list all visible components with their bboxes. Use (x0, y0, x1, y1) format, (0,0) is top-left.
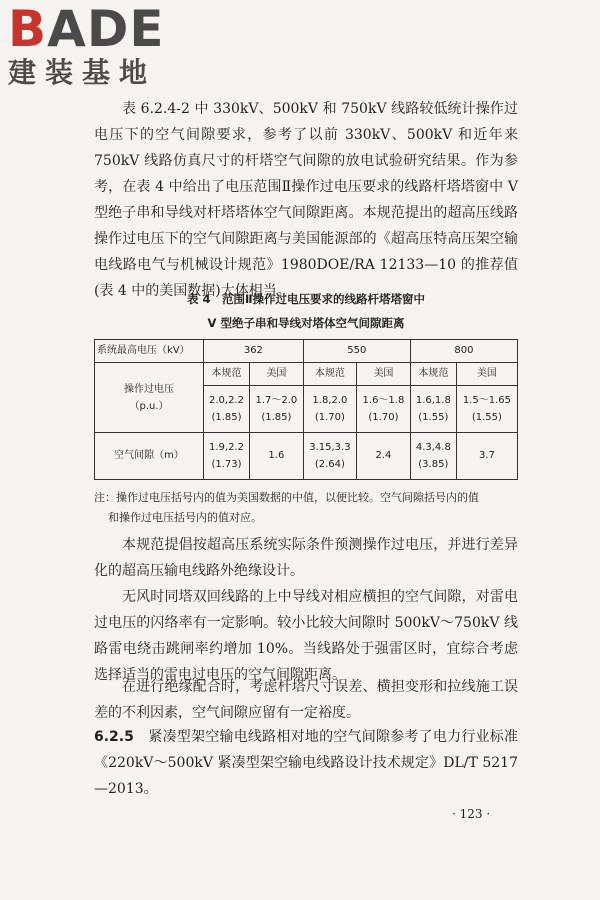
table-cell: 1.6 (249, 433, 303, 480)
table-row-air-gap (95, 433, 518, 480)
table-note-line-2: 和操作过电压括号内的值对应。 (108, 511, 262, 524)
table-cell: 1.6～1.8 (1.70) (357, 386, 411, 433)
air-gap-table (94, 339, 518, 480)
paragraph-3: 无风时同塔双回线路的上中导线对相应横担的空气间隙，对雷电过电压的闪络率有一定影响。较小比较大间隙时 500kV～750kV 线路雷电绕击跳闸率约增加 10%。当线路处于强雷区时，宜综合考虑选择适当的雷电过电压的空气间隙距离。 (94, 589, 518, 683)
table-cell: 2.0,2.2 (1.85) (204, 386, 250, 433)
table-header-row (95, 340, 518, 363)
table-cell: 1.9,2.2 (1.73) (204, 433, 250, 480)
subheader-cell: 美国 (357, 363, 411, 386)
subheader-cell: 美国 (456, 363, 517, 386)
row-label-overvoltage: 操作过电压 （p.u.） (95, 363, 204, 433)
bade-logo (8, 0, 165, 90)
logo-tagline: 建装基地 (8, 56, 157, 89)
paragraph-2: 本规范提倡按超高压系统实际条件预测操作过电压，并进行差异化的超高压输电线路外绝缘设计。 (94, 537, 518, 579)
subheader-cell: 本规范 (410, 363, 456, 386)
row-label-air-gap: 空气间隙（m） (95, 433, 204, 480)
table-caption-line-2: V 型绝子串和导线对塔体空气间隙距离 (207, 316, 405, 330)
table-note (94, 488, 518, 528)
table-caption-line-1: 表 4 范围Ⅱ操作过电压要求的线路杆塔塔窗中 (186, 292, 426, 306)
paragraph-5 (94, 724, 518, 802)
subheader-cell: 本规范 (204, 363, 250, 386)
table-subheader-row (95, 363, 518, 386)
table-cell: 1.6,1.8 (1.55) (410, 386, 456, 433)
logo-wordmark: BADE (8, 0, 165, 58)
table-cell: 2.4 (357, 433, 411, 480)
paragraph-1: 表 6.2.4-2 中 330kV、500kV 和 750kV 线路较低统计操作过电压下的空气间隙要求，参考了以前 330kV、500kV 和近年来750kV 线路仿真尺寸的杆塔空气间隙的放电试验研究结果。作为参考，在表 4 中给出了电压范围Ⅱ操作过电压要求的线路杆塔塔窗中 V 型绝子串和导线对杆塔塔体空气间隙距离。本规范提出的超高压线路操作过电压下的空气间隙距离与美国能源部的《超高压特高压架空输电线路电气与机械设计规范》1980DOE/RA 12133—10 的推荐值(表 4 中的美国数据)大体相当。 (94, 101, 518, 299)
subheader-cell: 本规范 (303, 363, 356, 386)
table-cell: 1.8,2.0 (1.70) (303, 386, 356, 433)
voltage-550-cell: 550 (303, 340, 410, 363)
section-text: 紧凑型架空输电线路相对地的空气间隙参考了电力行业标准《220kV～500kV 紧凑型架空输电线路设计技术规定》DL/T 5217—2013。 (94, 729, 519, 797)
table-note-line-1: 注：操作过电压括号内的值为美国数据的中值，以便比较。空气间隙括号内的值 (94, 491, 479, 504)
section-number: 6.2.5 (94, 729, 134, 745)
paragraph-4: 在进行绝缘配合时，考虑杆塔尺寸误差、横担变形和拉线施工误差的不利因素，空气间隙应留有一定裕度。 (94, 679, 518, 721)
page-number: · 123 · (452, 807, 491, 821)
voltage-362-cell: 362 (204, 340, 304, 363)
voltage-800-cell: 800 (410, 340, 517, 363)
table-cell: 1.5～1.65 (1.55) (456, 386, 517, 433)
table-cell: 4.3,4.8 (3.85) (410, 433, 456, 480)
subheader-cell: 美国 (249, 363, 303, 386)
header-label-cell: 系统最高电压（kV） (95, 340, 204, 363)
table-cell: 3.15,3.3 (2.64) (303, 433, 356, 480)
table-cell: 1.7～2.0 (1.85) (249, 386, 303, 433)
table-cell: 3.7 (456, 433, 517, 480)
